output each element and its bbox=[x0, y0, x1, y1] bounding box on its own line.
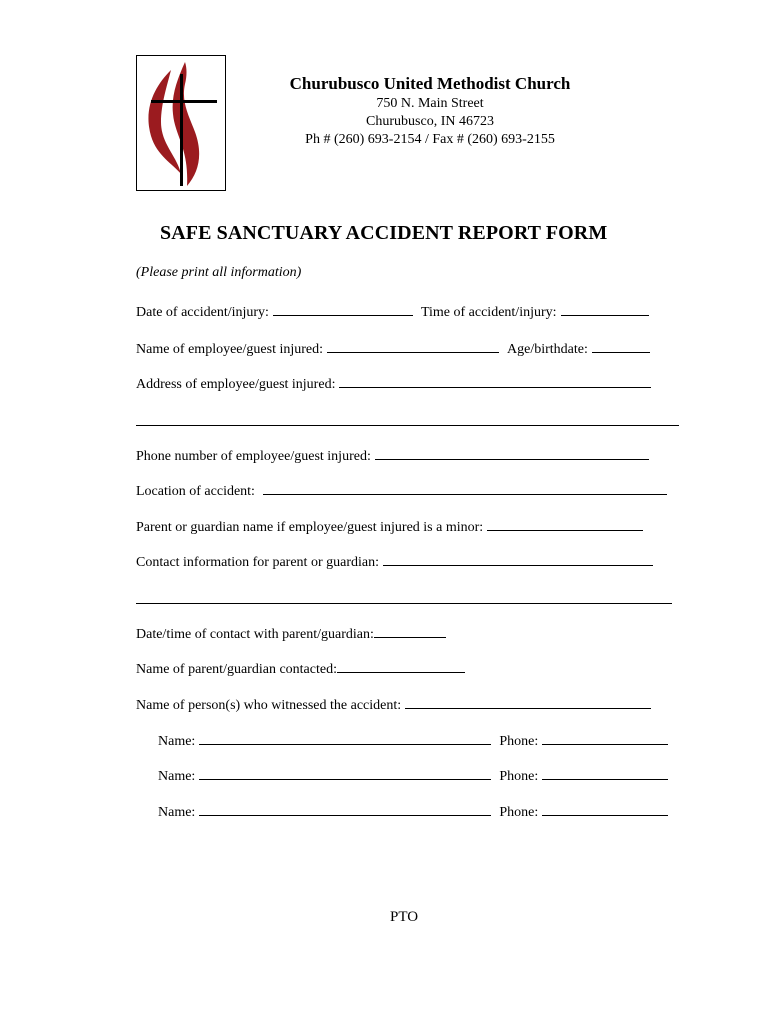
name-age-row bbox=[136, 340, 650, 358]
address-label: Address of employee/guest injured: bbox=[136, 377, 336, 392]
witness-phone-label: Phone: bbox=[499, 769, 539, 784]
phone-row bbox=[136, 447, 649, 465]
church-logo bbox=[136, 55, 226, 191]
witness-row bbox=[158, 803, 668, 821]
witness-phone-input[interactable] bbox=[542, 732, 668, 745]
guardian-contact-input-line2[interactable] bbox=[136, 603, 672, 604]
address-input-line2[interactable] bbox=[136, 425, 679, 426]
church-name: Churubusco United Methodist Church bbox=[289, 74, 571, 93]
name-injured-label: Name of employee/guest injured: bbox=[136, 342, 323, 357]
location-row bbox=[136, 482, 667, 500]
church-contact: Ph # (260) 693-2154 / Fax # (260) 693-2155 bbox=[305, 132, 555, 147]
address-row bbox=[136, 375, 651, 393]
witness-phone-input[interactable] bbox=[542, 803, 668, 816]
witness-phone-input[interactable] bbox=[542, 767, 668, 780]
witnesses-label: Name of person(s) who witnessed the accident: bbox=[136, 698, 402, 713]
witness-name-input[interactable] bbox=[199, 767, 491, 780]
contact-datetime-label: Date/time of contact with parent/guardian: bbox=[136, 627, 374, 642]
guardian-contact-label: Contact information for parent or guardian: bbox=[136, 555, 379, 570]
location-input[interactable] bbox=[263, 482, 667, 495]
page-turn-note: PTO bbox=[390, 909, 419, 925]
address-input[interactable] bbox=[339, 375, 651, 388]
name-injured-input[interactable] bbox=[327, 340, 499, 353]
guardian-name-input[interactable] bbox=[487, 518, 643, 531]
witness-phone-label: Phone: bbox=[499, 805, 539, 820]
witnesses-input[interactable] bbox=[405, 696, 651, 709]
church-street: 750 N. Main Street bbox=[376, 96, 484, 111]
witness-name-label: Name: bbox=[158, 805, 196, 820]
time-label: Time of accident/injury: bbox=[420, 305, 557, 320]
guardian-contact-row bbox=[136, 553, 653, 571]
guardian-contacted-input[interactable] bbox=[337, 660, 465, 673]
witness-name-label: Name: bbox=[158, 734, 196, 749]
location-label: Location of accident: bbox=[136, 484, 255, 499]
date-input[interactable] bbox=[273, 303, 413, 316]
witness-name-input[interactable] bbox=[199, 803, 491, 816]
guardian-contacted-label: Name of parent/guardian contacted: bbox=[136, 662, 337, 677]
form-instruction: (Please print all information) bbox=[136, 265, 302, 280]
witness-row bbox=[158, 732, 668, 750]
guardian-name-row bbox=[136, 518, 643, 536]
age-input[interactable] bbox=[592, 340, 650, 353]
witness-phone-label: Phone: bbox=[499, 734, 539, 749]
contact-datetime-row bbox=[136, 625, 446, 643]
guardian-contacted-row bbox=[136, 660, 465, 678]
witness-name-input[interactable] bbox=[199, 732, 491, 745]
phone-input[interactable] bbox=[375, 447, 649, 460]
form-title: SAFE SANCTUARY ACCIDENT REPORT FORM bbox=[160, 222, 608, 244]
witnesses-row bbox=[136, 696, 651, 714]
phone-label: Phone number of employee/guest injured: bbox=[136, 449, 371, 464]
date-time-row bbox=[136, 303, 649, 321]
church-city: Churubusco, IN 46723 bbox=[366, 114, 494, 129]
time-input[interactable] bbox=[561, 303, 649, 316]
witness-name-label: Name: bbox=[158, 769, 196, 784]
guardian-contact-input[interactable] bbox=[383, 553, 653, 566]
witness-row bbox=[158, 767, 668, 785]
age-label: Age/birthdate: bbox=[507, 342, 588, 357]
guardian-name-label: Parent or guardian name if employee/guest injured is a minor: bbox=[136, 520, 484, 535]
contact-datetime-input[interactable] bbox=[374, 625, 446, 638]
date-label: Date of accident/injury: bbox=[136, 305, 269, 320]
cross-and-flame-icon bbox=[137, 56, 225, 190]
